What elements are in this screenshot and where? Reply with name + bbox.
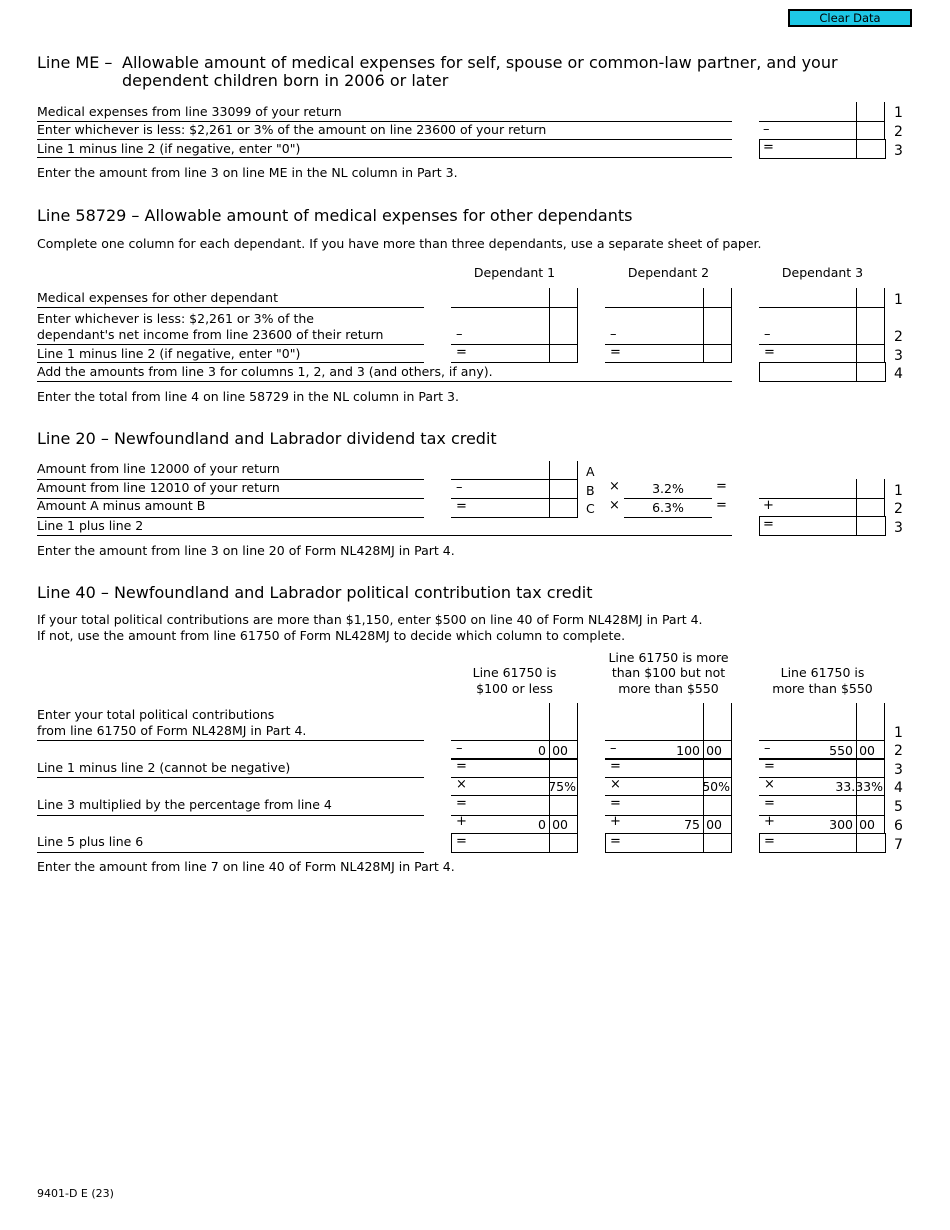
pol-col3-line4-rate: 33.33% bbox=[835, 779, 883, 794]
div-amount-c-input[interactable] bbox=[468, 499, 548, 516]
line-number: 2 bbox=[894, 743, 903, 759]
dep-row2-label-cont: dependant's net income from line 23600 of their return bbox=[37, 327, 384, 342]
minus-sign: – bbox=[610, 327, 617, 342]
line-number: 2 bbox=[894, 329, 903, 345]
letter-b: B bbox=[586, 483, 595, 498]
pol-col2-line3-input[interactable] bbox=[622, 759, 702, 776]
line-number: 3 bbox=[894, 348, 903, 364]
pol-col1-line2-cents: 00 bbox=[552, 743, 568, 758]
section-40-intro: If your total political contributions are more than $1,150, enter $500 on line 40 of Form NL428MJ in Part 4. bbox=[37, 612, 703, 627]
section-58729-title: Line 58729 – Allowable amount of medical expenses for other dependants bbox=[37, 206, 633, 225]
line-number: 2 bbox=[894, 501, 903, 517]
pol-col2-line6-cents: 00 bbox=[706, 817, 722, 832]
div-line2-input[interactable] bbox=[775, 499, 855, 516]
col2-header-cont: than $100 but not bbox=[611, 665, 726, 680]
div-line3-input[interactable] bbox=[759, 516, 886, 536]
equals-sign: = bbox=[456, 345, 467, 360]
dep-row1-label: Medical expenses for other dependant bbox=[37, 290, 278, 305]
me-note: Enter the amount from line 3 on line ME in the NL column in Part 3. bbox=[37, 165, 458, 180]
col1-header-cont: $100 or less bbox=[476, 681, 553, 696]
me-row2-label: Enter whichever is less: $2,261 or 3% of the amount on line 23600 of your return bbox=[37, 122, 547, 137]
minus-sign: – bbox=[764, 741, 771, 756]
pol-col2-line2-cents: 00 bbox=[706, 743, 722, 758]
col2-header: Line 61750 is more bbox=[608, 650, 729, 665]
dependant1-header: Dependant 1 bbox=[473, 265, 556, 280]
line-number: 2 bbox=[894, 124, 903, 140]
me-row3-label: Line 1 minus line 2 (if negative, enter "0") bbox=[37, 141, 301, 156]
equals-sign: = bbox=[456, 834, 467, 849]
pol-col1-line6-dollars: 0 bbox=[538, 817, 546, 832]
plus-sign: + bbox=[456, 814, 467, 829]
clear-data-button[interactable]: Clear Data bbox=[788, 9, 912, 27]
equals-sign: = bbox=[764, 796, 775, 811]
pol-row1-label: Enter your total political contributions bbox=[37, 707, 275, 722]
col3-header-cont: more than $550 bbox=[772, 681, 873, 696]
equals-sign: = bbox=[763, 517, 774, 532]
pol-col2-line5-input[interactable] bbox=[622, 796, 702, 814]
dep1-line3-input[interactable] bbox=[468, 345, 548, 361]
section-58729-note: Enter the total from line 4 on line 58729 in the NL column in Part 3. bbox=[37, 389, 459, 404]
pol-col2-line7-input[interactable] bbox=[605, 833, 732, 853]
me-line1-input[interactable] bbox=[760, 104, 855, 120]
div-line1-input[interactable] bbox=[759, 480, 855, 497]
rate-b: 3.2% bbox=[652, 481, 684, 496]
line-number: 3 bbox=[894, 520, 903, 536]
section-20-title: Line 20 – Newfoundland and Labrador dividend tax credit bbox=[37, 429, 497, 448]
section-me-prefix: Line ME – bbox=[37, 53, 113, 72]
pol-col1-line6-cents: 00 bbox=[552, 817, 568, 832]
dep1-line2-input[interactable] bbox=[468, 326, 548, 343]
div-amount-b-input[interactable] bbox=[468, 481, 548, 497]
dep2-line2-input[interactable] bbox=[622, 326, 702, 343]
dep-total-line4-input[interactable] bbox=[759, 362, 886, 382]
line-number: 3 bbox=[894, 143, 903, 159]
col3-header: Line 61750 is bbox=[780, 665, 865, 680]
equals-sign: = bbox=[764, 345, 775, 360]
rate-c: 6.3% bbox=[652, 500, 684, 515]
pol-col3-line5-input[interactable] bbox=[776, 796, 855, 814]
pol-col3-line2-dollars: 550 bbox=[829, 743, 853, 758]
equals-sign: = bbox=[764, 759, 775, 774]
pol-col2-line4-rate: 50% bbox=[702, 779, 730, 794]
line-number: 4 bbox=[894, 366, 903, 382]
me-line3-input[interactable] bbox=[759, 139, 886, 159]
pol-col3-line7-input[interactable] bbox=[759, 833, 886, 853]
line-number: 7 bbox=[894, 837, 903, 853]
times-sign: × bbox=[610, 777, 621, 792]
equals-sign: = bbox=[610, 834, 621, 849]
pol-row1-label-cont: from line 61750 of Form NL428MJ in Part 4. bbox=[37, 723, 307, 738]
equals-sign: = bbox=[716, 479, 727, 494]
line-number: 6 bbox=[894, 818, 903, 834]
me-row1-label: Medical expenses from line 33099 of your return bbox=[37, 104, 342, 119]
form-code: 9401-D E (23) bbox=[37, 1187, 114, 1200]
times-sign: × bbox=[456, 777, 467, 792]
dependant2-header: Dependant 2 bbox=[627, 265, 710, 280]
line-number: 4 bbox=[894, 780, 903, 796]
section-40-intro-cont: If not, use the amount from line 61750 of Form NL428MJ to decide which column to complete. bbox=[37, 628, 626, 643]
letter-c: C bbox=[586, 501, 595, 516]
pol-col1-line5-input[interactable] bbox=[468, 796, 548, 814]
dep-row2-label: Enter whichever is less: $2,261 or 3% of the bbox=[37, 311, 314, 326]
minus-sign: – bbox=[610, 741, 617, 756]
letter-a: A bbox=[586, 464, 595, 479]
section-me-title-cont: dependent children born in 2006 or later bbox=[122, 71, 449, 90]
equals-sign: = bbox=[716, 498, 727, 513]
pol-col3-line1-input[interactable] bbox=[759, 705, 855, 739]
pol-row7-label: Line 5 plus line 6 bbox=[37, 834, 144, 849]
minus-sign: – bbox=[456, 327, 463, 342]
line-number: 5 bbox=[894, 799, 903, 815]
equals-sign: = bbox=[764, 834, 775, 849]
dep2-line3-input[interactable] bbox=[622, 345, 702, 361]
plus-sign: + bbox=[610, 814, 621, 829]
dep3-line1-input[interactable] bbox=[759, 289, 855, 306]
plus-sign: + bbox=[764, 814, 775, 829]
equals-sign: = bbox=[610, 759, 621, 774]
equals-sign: = bbox=[456, 759, 467, 774]
pol-col1-line1-input[interactable] bbox=[451, 705, 548, 739]
plus-sign: + bbox=[763, 498, 774, 513]
pol-col2-line1-input[interactable] bbox=[605, 705, 702, 739]
line-number: 1 bbox=[894, 292, 903, 308]
div-row-c-label: Amount A minus amount B bbox=[37, 498, 206, 513]
pol-col3-line2-cents: 00 bbox=[859, 743, 875, 758]
line-number: 1 bbox=[894, 105, 903, 121]
pol-row5-label: Line 3 multiplied by the percentage from line 4 bbox=[37, 797, 332, 812]
equals-sign: = bbox=[763, 140, 774, 155]
dependant3-header: Dependant 3 bbox=[781, 265, 864, 280]
pol-col1-line3-input[interactable] bbox=[468, 759, 548, 776]
pol-col2-line2-dollars: 100 bbox=[676, 743, 700, 758]
me-line2-input[interactable] bbox=[775, 122, 855, 138]
col2-header-cont2: more than $550 bbox=[618, 681, 719, 696]
pol-row3-label: Line 1 minus line 2 (cannot be negative) bbox=[37, 760, 291, 775]
equals-sign: = bbox=[456, 499, 467, 514]
pol-col3-line3-input[interactable] bbox=[776, 759, 855, 776]
section-58729-intro: Complete one column for each dependant. If you have more than three dependants, use a separate sheet of paper. bbox=[37, 236, 762, 251]
line-number: 1 bbox=[894, 483, 903, 499]
dep1-line1-input[interactable] bbox=[451, 289, 548, 306]
times-sign: × bbox=[609, 498, 620, 513]
times-sign: × bbox=[609, 479, 620, 494]
pol-col2-line6-dollars: 75 bbox=[684, 817, 700, 832]
dep3-line3-input[interactable] bbox=[776, 345, 855, 361]
pol-col3-line6-dollars: 300 bbox=[829, 817, 853, 832]
equals-sign: = bbox=[610, 796, 621, 811]
minus-sign: – bbox=[456, 741, 463, 756]
div-amount-a-input[interactable] bbox=[451, 462, 548, 478]
dep-row3-label: Line 1 minus line 2 (if negative, enter "0") bbox=[37, 346, 301, 361]
dep-row4-label: Add the amounts from line 3 for columns 1, 2, and 3 (and others, if any). bbox=[37, 364, 493, 379]
line-number: 3 bbox=[894, 762, 903, 778]
equals-sign: = bbox=[456, 796, 467, 811]
dep3-line2-input[interactable] bbox=[776, 326, 855, 343]
col1-header: Line 61750 is bbox=[472, 665, 557, 680]
times-sign: × bbox=[764, 777, 775, 792]
minus-sign: – bbox=[764, 327, 771, 342]
section-me-title: Allowable amount of medical expenses for self, spouse or common-law partner, and your bbox=[122, 53, 838, 72]
section-40-note: Enter the amount from line 7 on line 40 of Form NL428MJ in Part 4. bbox=[37, 859, 455, 874]
pol-col1-line4-rate: 75% bbox=[548, 779, 576, 794]
div-row-a-label: Amount from line 12000 of your return bbox=[37, 461, 280, 476]
section-40-title: Line 40 – Newfoundland and Labrador political contribution tax credit bbox=[37, 583, 593, 602]
pol-col1-line2-dollars: 0 bbox=[538, 743, 546, 758]
pol-col3-line6-cents: 00 bbox=[859, 817, 875, 832]
div-row-b-label: Amount from line 12010 of your return bbox=[37, 480, 280, 495]
equals-sign: = bbox=[610, 345, 621, 360]
section-20-note: Enter the amount from line 3 on line 20 of Form NL428MJ in Part 4. bbox=[37, 543, 455, 558]
div-row3-label: Line 1 plus line 2 bbox=[37, 518, 144, 533]
line-number: 1 bbox=[894, 725, 903, 741]
pol-col1-line7-input[interactable] bbox=[451, 833, 578, 853]
minus-sign: – bbox=[456, 480, 463, 495]
minus-sign: – bbox=[763, 122, 770, 137]
dep2-line1-input[interactable] bbox=[605, 289, 702, 306]
